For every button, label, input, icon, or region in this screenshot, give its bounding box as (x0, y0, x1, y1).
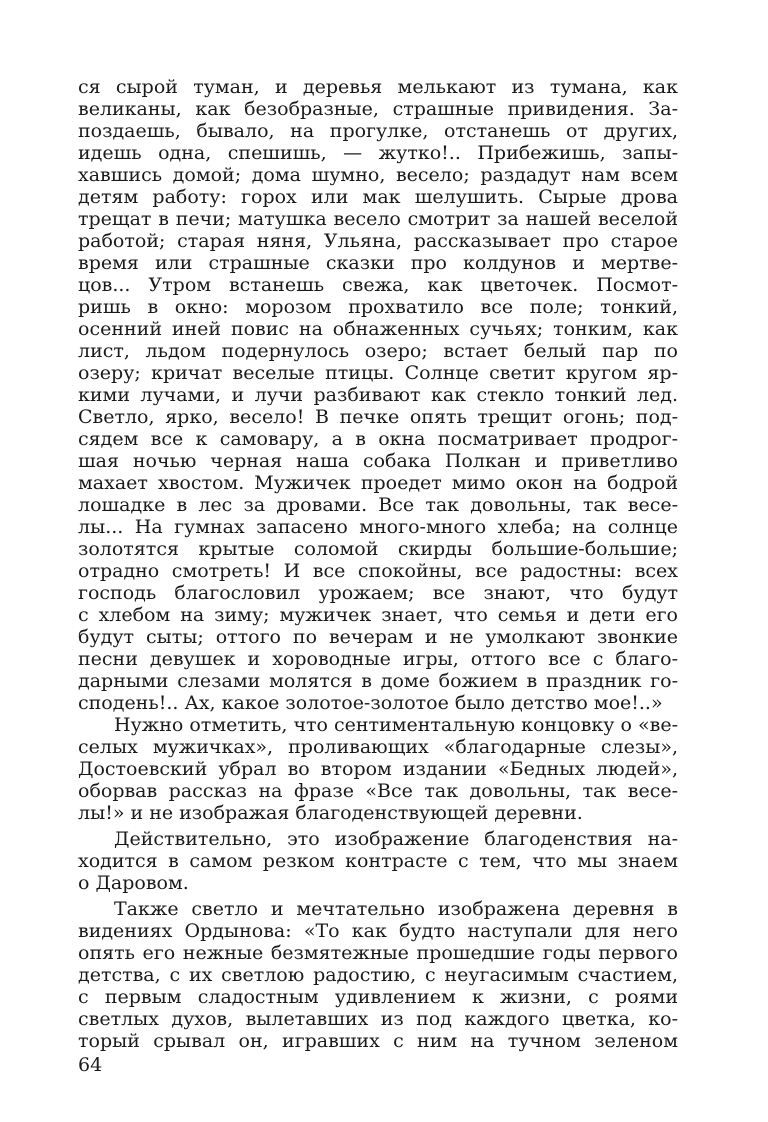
text-line: о Даровом. (78, 872, 189, 894)
text-line: ся сырой туман, и деревья мелькают из тумана, как (78, 76, 678, 98)
text-line: песни девушек и хороводные игры, оттого все с благо- (78, 648, 678, 670)
text-line: сподень!.. Ах, какое золотое-золотое было детство мое!..» (78, 692, 663, 714)
text-line: господь благословил урожаем; все знают, что будут (78, 582, 678, 604)
text-line: селых мужичках», проливающих «благодарные слезы», (78, 736, 678, 758)
text-line: лы!» и не изображая благоденствующей деревни. (78, 802, 583, 824)
text-line: дарными слезами молятся в доме божием в праздник го- (78, 670, 678, 692)
text-line: отрадно смотреть! И все спокойны, все радостны: всех (78, 560, 678, 582)
text-line: поздаешь, бывало, на прогулке, отстанешь от других, (78, 120, 678, 142)
text-line: торый срывал он, игравших с ним на тучном зеленом (78, 1030, 678, 1052)
paragraph-first-line: Действительно, это изображение благоденствия на- (114, 828, 678, 850)
text-line: Светло, ярко, весело! В печке опять трещит огонь; под- (78, 406, 678, 428)
text-line: лошадке в лес за дровами. Все так довольны, так весе- (78, 494, 678, 516)
text-line: Достоевский убрал во втором издании «Бедных людей», (78, 758, 678, 780)
text-line: с первым сладостным удивлением к жизни, с роями (78, 986, 678, 1008)
text-line: великаны, как безобразные, страшные привидения. За- (78, 98, 678, 120)
text-line: сядем все к самовару, а в окна посматривает продрог- (78, 428, 678, 450)
text-line: трещат в печи; матушка весело смотрит за нашей веселой (78, 208, 678, 230)
text-line: хавшись домой; дома шумно, весело; раздадут нам всем (78, 164, 678, 186)
text-line: ходится в самом резком контрасте с тем, что мы знаем (78, 850, 678, 872)
text-line: махает хвостом. Мужичек проедет мимо окон на бодрой (78, 472, 678, 494)
text-line: детям работу: горох или мак шелушить. Сырые дрова (78, 186, 678, 208)
text-line: будут сыты; оттого по вечерам и не умолкают звонкие (78, 626, 678, 648)
paragraph-first-line: Нужно отметить, что сентиментальную концовку о «ве- (114, 714, 678, 736)
text-line: светлых духов, вылетавших из под каждого цветка, ко- (78, 1008, 678, 1030)
text-line: цов... Утром встанешь свежа, как цветочек. Посмот- (78, 274, 678, 296)
text-line: шая ночью черная наша собака Полкан и приветливо (78, 450, 678, 472)
text-line: озеру; кричат веселые птицы. Солнце светит кругом яр- (78, 362, 678, 384)
text-line: ришь в окно: морозом прохватило все поле; тонкий, (78, 296, 678, 318)
text-line: лист, льдом подернулось озеро; встает белый пар по (78, 340, 678, 362)
text-line: идешь одна, спешишь, — жутко!.. Прибежишь, запы- (78, 142, 678, 164)
text-line: кими лучами, и лучи разбивают как стекло тонкий лед. (78, 384, 678, 406)
page-number: 64 (78, 1054, 103, 1076)
book-page (78, 76, 678, 1076)
text-line: с хлебом на зиму; мужичек знает, что семья и дети его (78, 604, 678, 626)
text-line: оборвав рассказ на фразе «Все так довольны, так весе- (78, 780, 678, 802)
paragraph-first-line: Также светло и мечтательно изображена деревня в (114, 898, 678, 920)
text-line: осенний иней повис на обнаженных сучьях; тонким, как (78, 318, 678, 340)
text-line: опять его нежные безмятежные прошедшие годы первого (78, 942, 678, 964)
text-line: золотятся крытые соломой скирды большие-большие; (78, 538, 678, 560)
text-line: детства, с их светлою радостию, с неугасимым счастием, (78, 964, 678, 986)
text-line: лы... На гумнах запасено много-много хлеба; на солнце (78, 516, 678, 538)
text-line: видениях Ордынова: «То как будто наступали для него (78, 920, 678, 942)
text-line: работой; старая няня, Ульяна, рассказывает про старое (78, 230, 678, 252)
text-line: время или страшные сказки про колдунов и мертве- (78, 252, 678, 274)
